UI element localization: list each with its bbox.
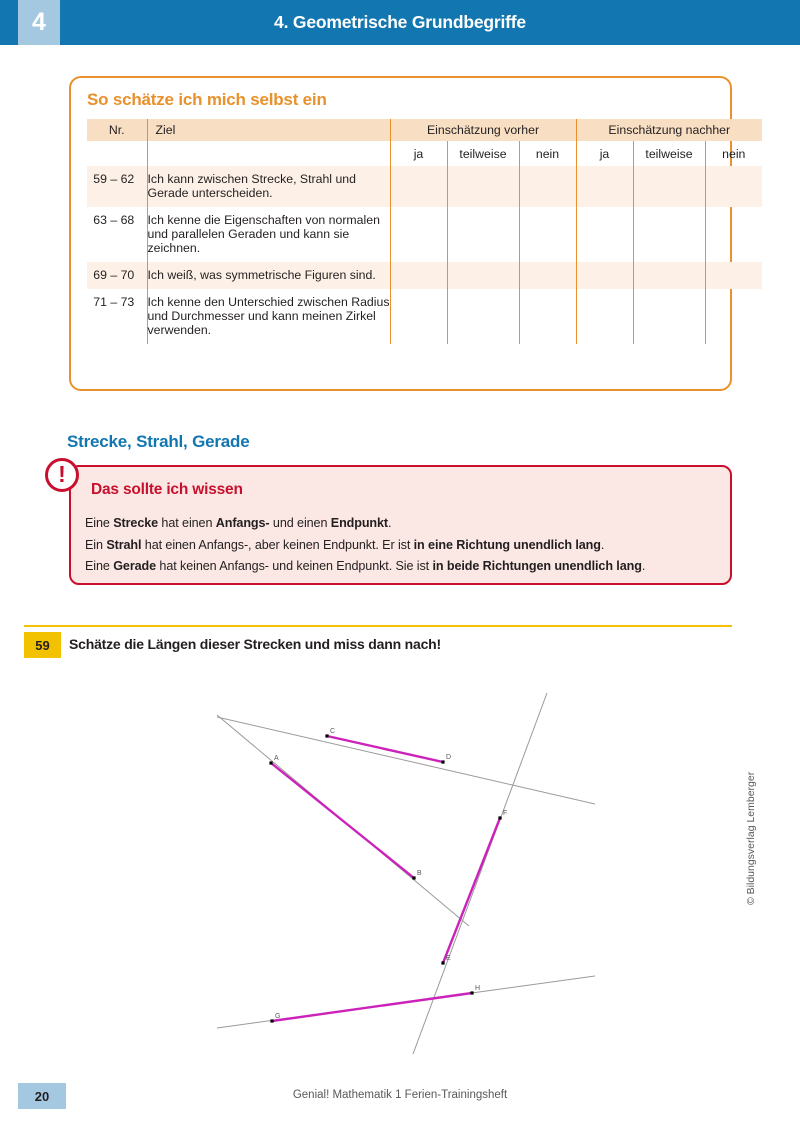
row-nr: 63 – 68	[93, 213, 135, 227]
subheader-after-ja: ja	[576, 141, 633, 166]
know-box-line: Eine Gerade hat keinen Anfangs- und keinen Endpunkt. Sie ist in beide Richtungen unendlich lang.	[85, 559, 646, 574]
point-A	[269, 761, 272, 764]
checkbox-cell-after-nein[interactable]	[705, 289, 762, 344]
line-EF	[413, 693, 547, 1054]
task-number-badge: 59	[24, 632, 61, 658]
geometry-svg	[217, 676, 595, 1054]
point-label-D: D	[446, 754, 452, 761]
subheader-before-teilweise: teilweise	[447, 141, 519, 166]
chapter-number-block	[18, 0, 60, 45]
self-assessment-table	[87, 119, 762, 344]
checkbox-cell-before-teilweise[interactable]	[447, 262, 519, 289]
segment-AB	[271, 763, 414, 878]
table-row	[87, 166, 762, 207]
checkbox-cell-before-nein[interactable]	[519, 262, 576, 289]
header-before-group: Einschätzung vorher	[390, 119, 576, 141]
segment-EF	[443, 818, 500, 963]
checkbox-cell-after-ja[interactable]	[576, 289, 633, 344]
section-heading: Strecke, Strahl, Gerade	[67, 432, 250, 451]
checkbox-cell-after-nein[interactable]	[705, 207, 762, 262]
know-box-body	[85, 513, 721, 578]
copyright-notice: © Bildungsverlag Lemberger	[745, 771, 757, 905]
chapter-number: 4	[32, 8, 46, 36]
checkbox-cell-before-teilweise[interactable]	[447, 289, 519, 344]
checkbox-cell-before-ja[interactable]	[390, 207, 447, 262]
checkbox-cell-before-teilweise[interactable]	[447, 166, 519, 207]
know-box-title: Das sollte ich wissen	[91, 481, 243, 498]
subheader-before-nein: nein	[519, 141, 576, 166]
header-after-group: Einschätzung nachher	[576, 119, 762, 141]
checkbox-cell-after-nein[interactable]	[705, 262, 762, 289]
infinite-lines	[217, 693, 595, 1054]
row-ziel: Ich kenne die Eigenschaften von normalen und parallelen Geraden und kann sie zeichnen.	[147, 207, 390, 262]
geometry-diagram	[217, 676, 595, 1054]
task-divider	[24, 625, 732, 627]
table-subheader-row	[87, 141, 762, 166]
point-label-C: C	[330, 728, 336, 735]
know-box	[69, 465, 732, 585]
know-box-line: Eine Strecke hat einen Anfangs- und einen Endpunkt.	[85, 516, 392, 530]
table-row	[87, 207, 762, 262]
row-ziel: Ich kann zwischen Strecke, Strahl und Gerade unterscheiden.	[147, 166, 390, 207]
page-number-badge: 20	[18, 1083, 66, 1109]
checkbox-cell-before-ja[interactable]	[390, 289, 447, 344]
row-nr: 71 – 73	[93, 295, 135, 309]
point-label-H: H	[475, 985, 481, 992]
checkbox-cell-after-teilweise[interactable]	[633, 207, 705, 262]
checkbox-cell-after-teilweise[interactable]	[633, 262, 705, 289]
highlighted-segments	[271, 736, 500, 1021]
checkbox-cell-after-nein[interactable]	[705, 166, 762, 207]
checkbox-cell-before-ja[interactable]	[390, 166, 447, 207]
exclamation-icon	[45, 458, 79, 492]
table-row	[87, 289, 762, 344]
checkbox-cell-after-ja[interactable]	[576, 262, 633, 289]
checkbox-cell-before-teilweise[interactable]	[447, 207, 519, 262]
point-G	[270, 1019, 273, 1022]
row-nr: 69 – 70	[93, 268, 135, 282]
self-assessment-title: So schätze ich mich selbst ein	[87, 90, 327, 109]
subheader-nr-empty	[87, 141, 147, 166]
checkbox-cell-after-teilweise[interactable]	[633, 166, 705, 207]
know-box-line: Ein Strahl hat einen Anfangs-, aber keinen Endpunkt. Er ist in eine Richtung unendlich lang.	[85, 537, 605, 552]
page-header	[0, 0, 800, 45]
segment-GH	[272, 993, 472, 1021]
point-E	[441, 961, 444, 964]
checkbox-cell-after-ja[interactable]	[576, 207, 633, 262]
table-header-band	[87, 119, 762, 141]
row-ziel: Ich weiß, was symmetrische Figuren sind.	[147, 262, 390, 289]
point-label-F: F	[503, 810, 508, 817]
subheader-after-nein: nein	[705, 141, 762, 166]
table-row	[87, 262, 762, 289]
point-D	[441, 760, 444, 763]
row-ziel: Ich kenne den Unterschied zwischen Radius und Durchmesser und kann meinen Zirkel verwenden.	[147, 289, 390, 344]
page-title-text: 4. Geometrische Grundbegriffe	[274, 12, 526, 32]
self-assessment-box	[69, 76, 746, 391]
point-label-E: E	[446, 955, 451, 962]
point-H	[470, 991, 473, 994]
exclamation-glyph: !	[58, 460, 66, 487]
checkbox-cell-before-nein[interactable]	[519, 166, 576, 207]
point-label-B: B	[417, 870, 422, 877]
checkbox-cell-after-ja[interactable]	[576, 166, 633, 207]
subheader-ziel-empty	[147, 141, 390, 166]
segment-CD	[327, 736, 443, 762]
footer-title: Genial! Mathematik 1 Ferien-Trainingsheft	[292, 1089, 508, 1101]
page-title	[0, 0, 800, 45]
point-F	[498, 816, 501, 819]
subheader-after-teilweise: teilweise	[633, 141, 705, 166]
point-C	[325, 734, 328, 737]
row-nr: 59 – 62	[93, 172, 135, 186]
task-instruction: Schätze die Längen dieser Strecken und miss dann nach!	[69, 636, 441, 652]
header-ziel: Ziel	[147, 119, 390, 141]
checkbox-cell-before-nein[interactable]	[519, 207, 576, 262]
point-B	[412, 876, 415, 879]
checkbox-cell-before-ja[interactable]	[390, 262, 447, 289]
point-label-A: A	[274, 755, 279, 762]
checkbox-cell-after-teilweise[interactable]	[633, 289, 705, 344]
subheader-before-ja: ja	[390, 141, 447, 166]
header-nr: Nr.	[108, 123, 125, 137]
points-and-labels	[269, 728, 507, 1023]
point-label-G: G	[275, 1013, 281, 1020]
checkbox-cell-before-nein[interactable]	[519, 289, 576, 344]
